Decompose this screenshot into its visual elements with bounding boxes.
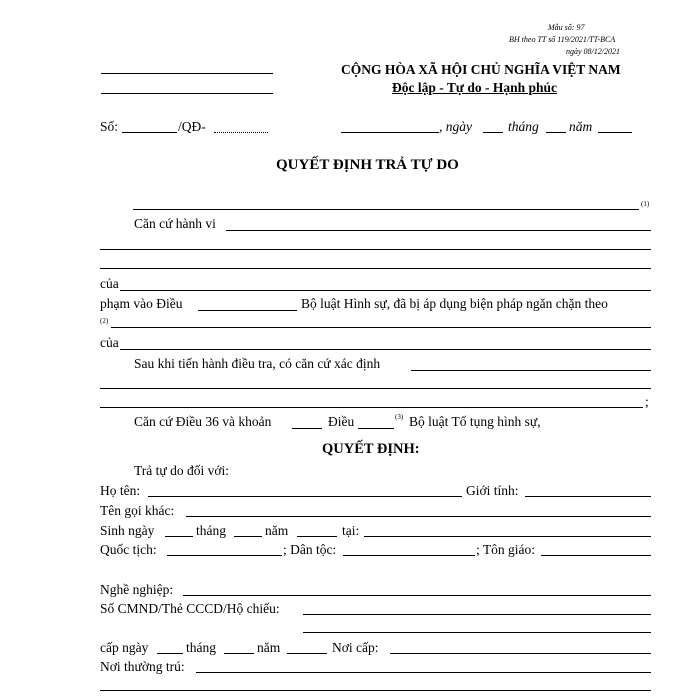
bien-phap-field[interactable] [111, 327, 651, 328]
dieu-field[interactable] [198, 310, 297, 311]
pham-vao-dieu-label: phạm vào Điều [100, 296, 183, 311]
birth-nam-label: năm [265, 523, 289, 538]
can-cu-dieu36-label: Căn cứ Điều 36 và khoản [134, 414, 272, 429]
khoan-field[interactable] [292, 428, 322, 429]
bo-luat-tths-text: Bộ luật Tố tụng hình sự, [409, 414, 541, 429]
cua-field[interactable] [120, 290, 651, 291]
ho-ten-label: Họ tên: [100, 483, 141, 498]
birth-day-field[interactable] [165, 536, 193, 537]
cap-ngay-label: cấp ngày [100, 640, 149, 655]
dieu36-field[interactable] [358, 428, 394, 429]
ton-giao-label: ; Tôn giáo: [476, 542, 535, 557]
sinh-ngay-label: Sinh ngày [100, 523, 155, 538]
ton-giao-field[interactable] [541, 555, 651, 556]
quoc-tich-label: Quốc tịch: [100, 542, 157, 557]
issue-month-field[interactable] [224, 653, 254, 654]
form-issued-date: ngày 08/12/2021 [566, 47, 620, 56]
can-cu-hanh-vi-label: Căn cứ hành vi [134, 216, 216, 231]
form-number: Mẫu số: 97 [548, 23, 585, 32]
day-field[interactable] [483, 132, 503, 133]
issue-thang-label: tháng [186, 640, 216, 655]
note-3: (3) [395, 413, 404, 421]
decision-heading: QUYẾT ĐỊNH: [322, 441, 420, 457]
tra-tu-do-label: Trả tự do đối với: [134, 463, 229, 478]
so-label: Số: [100, 119, 119, 134]
noi-cap-label: Nơi cấp: [332, 640, 379, 655]
form-issued-by: BH theo TT số 119/2021/TT-BCA [509, 35, 616, 44]
nam-label: năm [569, 119, 593, 134]
thang-label: tháng [508, 119, 539, 134]
year-field[interactable] [598, 132, 632, 133]
note-1: (1) [641, 200, 650, 208]
dieu-label: Điều [328, 414, 355, 429]
dan-toc-label: ; Dân tộc: [283, 542, 337, 557]
basis-line-1[interactable] [133, 209, 639, 210]
xac-dinh-line-2[interactable] [100, 388, 651, 389]
ten-goi-khac-label: Tên gọi khác: [100, 503, 175, 518]
cmnd-label: Số CMND/Thẻ CCCD/Hộ chiếu: [100, 601, 280, 616]
cmnd-field[interactable] [303, 614, 651, 615]
gioi-tinh-label: Giới tính: [466, 483, 519, 498]
cua-label: của [100, 276, 119, 291]
nghe-nghiep-label: Nghề nghiệp: [100, 582, 174, 597]
semicolon: ; [645, 394, 649, 409]
noi-thuong-tru-label: Nơi thường trú: [100, 659, 185, 674]
birth-thang-label: tháng [196, 523, 226, 538]
quoc-tich-field[interactable] [167, 555, 282, 556]
ten-goi-khac-field[interactable] [186, 516, 651, 517]
sau-khi-label: Sau khi tiến hành điều tra, có căn cứ xác định [134, 356, 381, 371]
bo-luat-hinh-su-text: Bộ luật Hình sự, đã bị áp dụng biện pháp ngăn chặn theo [301, 296, 608, 311]
cua-field-2[interactable] [120, 349, 651, 350]
nation-title: CỘNG HÒA XÃ HỘI CHỦ NGHĨA VIỆT NAM [341, 62, 621, 77]
so-field[interactable] [122, 132, 177, 133]
noi-thuong-tru-field[interactable] [196, 672, 651, 673]
noi-thuong-tru-line-2[interactable] [100, 690, 651, 691]
document-title: QUYẾT ĐỊNH TRẢ TỰ DO [276, 157, 459, 173]
issue-day-field[interactable] [157, 653, 183, 654]
hanh-vi-field[interactable] [226, 230, 651, 231]
agency-line-1[interactable] [101, 73, 273, 74]
birth-month-field[interactable] [234, 536, 262, 537]
ngay-label: , ngày [439, 119, 472, 134]
can-cu-xac-dinh-field[interactable] [411, 370, 651, 371]
qd-label: /QĐ- [178, 119, 206, 134]
cmnd-field-2[interactable] [303, 632, 651, 633]
birth-place-field[interactable] [364, 536, 651, 537]
ho-ten-field[interactable] [148, 496, 462, 497]
hanh-vi-line-2[interactable] [100, 249, 651, 250]
xac-dinh-line-3[interactable] [100, 407, 643, 408]
gioi-tinh-field[interactable] [525, 496, 651, 497]
place-field[interactable] [341, 132, 439, 133]
birth-year-field[interactable] [297, 536, 337, 537]
cua-label-2: của [100, 335, 119, 350]
issue-nam-label: năm [257, 640, 281, 655]
note-2: (2) [100, 317, 109, 325]
hanh-vi-line-3[interactable] [100, 268, 651, 269]
agency-line-2[interactable] [101, 93, 273, 94]
month-field[interactable] [546, 132, 566, 133]
issue-year-field[interactable] [287, 653, 327, 654]
qd-field[interactable] [214, 132, 268, 133]
dan-toc-field[interactable] [343, 555, 475, 556]
noi-cap-field[interactable] [390, 653, 651, 654]
tai-label: tại: [342, 523, 360, 538]
nation-motto: Độc lập - Tự do - Hạnh phúc [392, 80, 558, 95]
nghe-nghiep-field[interactable] [183, 595, 651, 596]
